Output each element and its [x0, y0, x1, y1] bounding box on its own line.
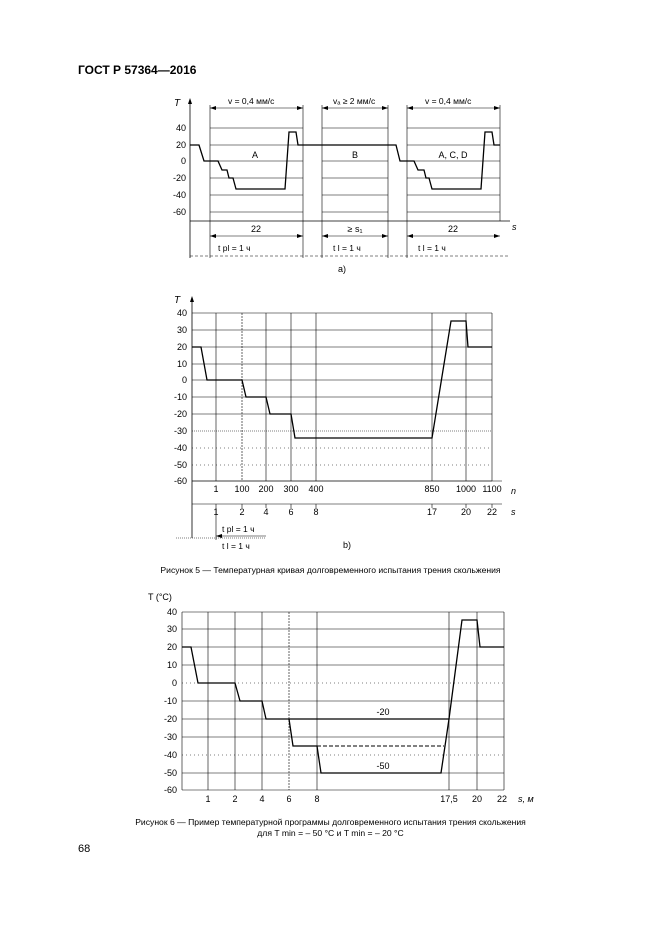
- figure-5a-length-3: 22: [447, 224, 459, 234]
- figure-5b-s-tick: 8: [313, 507, 319, 517]
- figure-5b-n-tick: 1: [213, 484, 219, 494]
- figure-6-y-tick: 40: [166, 607, 177, 617]
- figure-5b-temperature-curve: [192, 321, 492, 438]
- figure-6-x-tick: 17,5: [440, 794, 458, 804]
- figure-5b-y-tick: 0: [181, 375, 187, 385]
- figure-5b-y-tick: 40: [176, 308, 187, 318]
- figure-5b-s-tick: 22: [486, 507, 498, 517]
- figure-5a-y-tick: 40: [175, 123, 186, 133]
- figure-5b-s-tick: 2: [239, 507, 245, 517]
- figure-6-x-tick: 6: [286, 794, 292, 804]
- figure-5b-y-tick: 20: [176, 342, 187, 352]
- figure-5b-y-tick: -30: [173, 426, 187, 436]
- figure-5b-y-axis-label: T: [174, 295, 181, 306]
- figure-5b-s-tick: 6: [288, 507, 294, 517]
- figure-6-label-minus50: -50: [376, 761, 390, 771]
- figure-6-y-tick: 0: [171, 678, 177, 688]
- figure-6-y-tick: 10: [166, 660, 177, 670]
- figure-5a-label: a): [337, 264, 347, 274]
- figure-6-x-tick: 22: [496, 794, 508, 804]
- figure-5b-time-1: t pl = 1 ч: [222, 524, 255, 534]
- figure-5a-gridlines: [210, 128, 500, 212]
- figure-5a-y-tick: 0: [180, 156, 186, 166]
- figure-5b-s-tick: 1: [213, 507, 219, 517]
- figure-5b-s-tick: 17: [426, 507, 438, 517]
- figure-5b-label: b): [342, 540, 352, 550]
- figure-5b-time-2: t l = 1 ч: [222, 541, 250, 551]
- figure-6-gridlines: [182, 612, 504, 790]
- figure-6-x-tick: 1: [205, 794, 211, 804]
- figure-6-y-tick: -40: [163, 750, 177, 760]
- figure-5b-y-tick: 10: [176, 359, 187, 369]
- figure-5a-y-tick: 20: [175, 140, 186, 150]
- figure-6-y-tick: 30: [166, 624, 177, 634]
- figure-5a-region-3: A, C, D: [438, 150, 468, 160]
- figure-5a-region-2: B: [351, 150, 359, 160]
- figure-5b: [173, 296, 502, 540]
- figure-5a-y-tick: -60: [172, 207, 186, 217]
- figure-5a-time-1: t pl = 1 ч: [218, 243, 251, 253]
- figure-5a-temperature-curve: [190, 132, 500, 189]
- figure-5b-s-axis-label: s: [511, 507, 516, 517]
- figure-6-x-tick: 8: [314, 794, 320, 804]
- figure-5a-time-2: t l = 1 ч: [333, 243, 361, 253]
- figure-5a-y-tick: -20: [172, 173, 186, 183]
- document-header: ГОСТ Р 57364—2016: [78, 63, 197, 77]
- figure-5b-n-tick: 200: [258, 484, 274, 494]
- figure-6-curve-minus50: [289, 620, 504, 773]
- figure-5b-y-tick: -50: [173, 460, 187, 470]
- figure-5b-n-tick: 1100: [482, 484, 502, 494]
- figure-5b-y-tick: -40: [173, 443, 187, 453]
- figure-5b-gridlines: [192, 313, 492, 481]
- figure-5b-s-tick: 20: [460, 507, 472, 517]
- figure-6-x-tick: 4: [259, 794, 265, 804]
- figure-5b-n-tick: 100: [234, 484, 250, 494]
- figure-5b-n-tick: 400: [308, 484, 324, 494]
- figure-5a-length-1: 22: [250, 224, 262, 234]
- figure-5b-y-tick: -10: [173, 392, 187, 402]
- figure-5b-s-tick: 4: [263, 507, 269, 517]
- figure-5b-y-tick: -20: [173, 409, 187, 419]
- figure-5a-region-1: A: [251, 150, 259, 160]
- figure-6-y-tick: -60: [163, 785, 177, 795]
- figure-6-y-axis-label: T (°C): [148, 592, 172, 602]
- figure-6-x-axis-label: s, м: [518, 794, 534, 804]
- figure-5a-speed-3: v = 0,4 мм/с: [425, 96, 472, 106]
- figure-5-caption: Рисунок 5 — Температурная кривая долговременного испытания трения скольжения: [160, 565, 501, 575]
- figure-6: [182, 612, 504, 790]
- figure-6-y-tick: -10: [163, 696, 177, 706]
- figure-6-caption-line2: для T min = – 50 °C и T min = – 20 °C: [257, 828, 404, 838]
- figure-5a-length-2: ≥ s₁: [347, 224, 363, 234]
- figure-5a-y-axis-label: T: [174, 98, 181, 109]
- figure-6-x-tick: 20: [471, 794, 483, 804]
- page-number: 68: [78, 843, 91, 855]
- figure-6-curve-minus20: [182, 647, 449, 719]
- figure-5a-speed-1: v = 0,4 мм/с: [228, 96, 275, 106]
- figure-5b-y-tick: 30: [176, 325, 187, 335]
- figure-5a-speed-2: vₐ ≥ 2 мм/с: [333, 96, 376, 106]
- figure-6-y-tick: -30: [163, 732, 177, 742]
- figure-6-y-tick: -50: [163, 768, 177, 778]
- figure-6-x-tick: 2: [232, 794, 238, 804]
- figure-5b-n-tick: 1000: [455, 484, 477, 494]
- figure-5a-y-tick: -40: [172, 190, 186, 200]
- figure-5b-n-tick: 850: [424, 484, 440, 494]
- figure-5a: [188, 98, 510, 258]
- figure-5b-y-tick: -60: [173, 476, 187, 486]
- figure-5b-n-tick: 300: [283, 484, 299, 494]
- figure-5a-time-3: t l = 1 ч: [418, 243, 446, 253]
- figure-6-caption-line1: Рисунок 6 — Пример температурной программы долговременного испытания трения скольжения: [135, 817, 526, 827]
- figure-5a-x-axis-label: s: [512, 222, 517, 232]
- figure-6-y-tick: 20: [166, 642, 177, 652]
- figure-5b-n-axis-label: n: [511, 486, 517, 496]
- figure-6-y-tick: -20: [163, 714, 177, 724]
- figure-6-label-minus20: -20: [376, 707, 390, 717]
